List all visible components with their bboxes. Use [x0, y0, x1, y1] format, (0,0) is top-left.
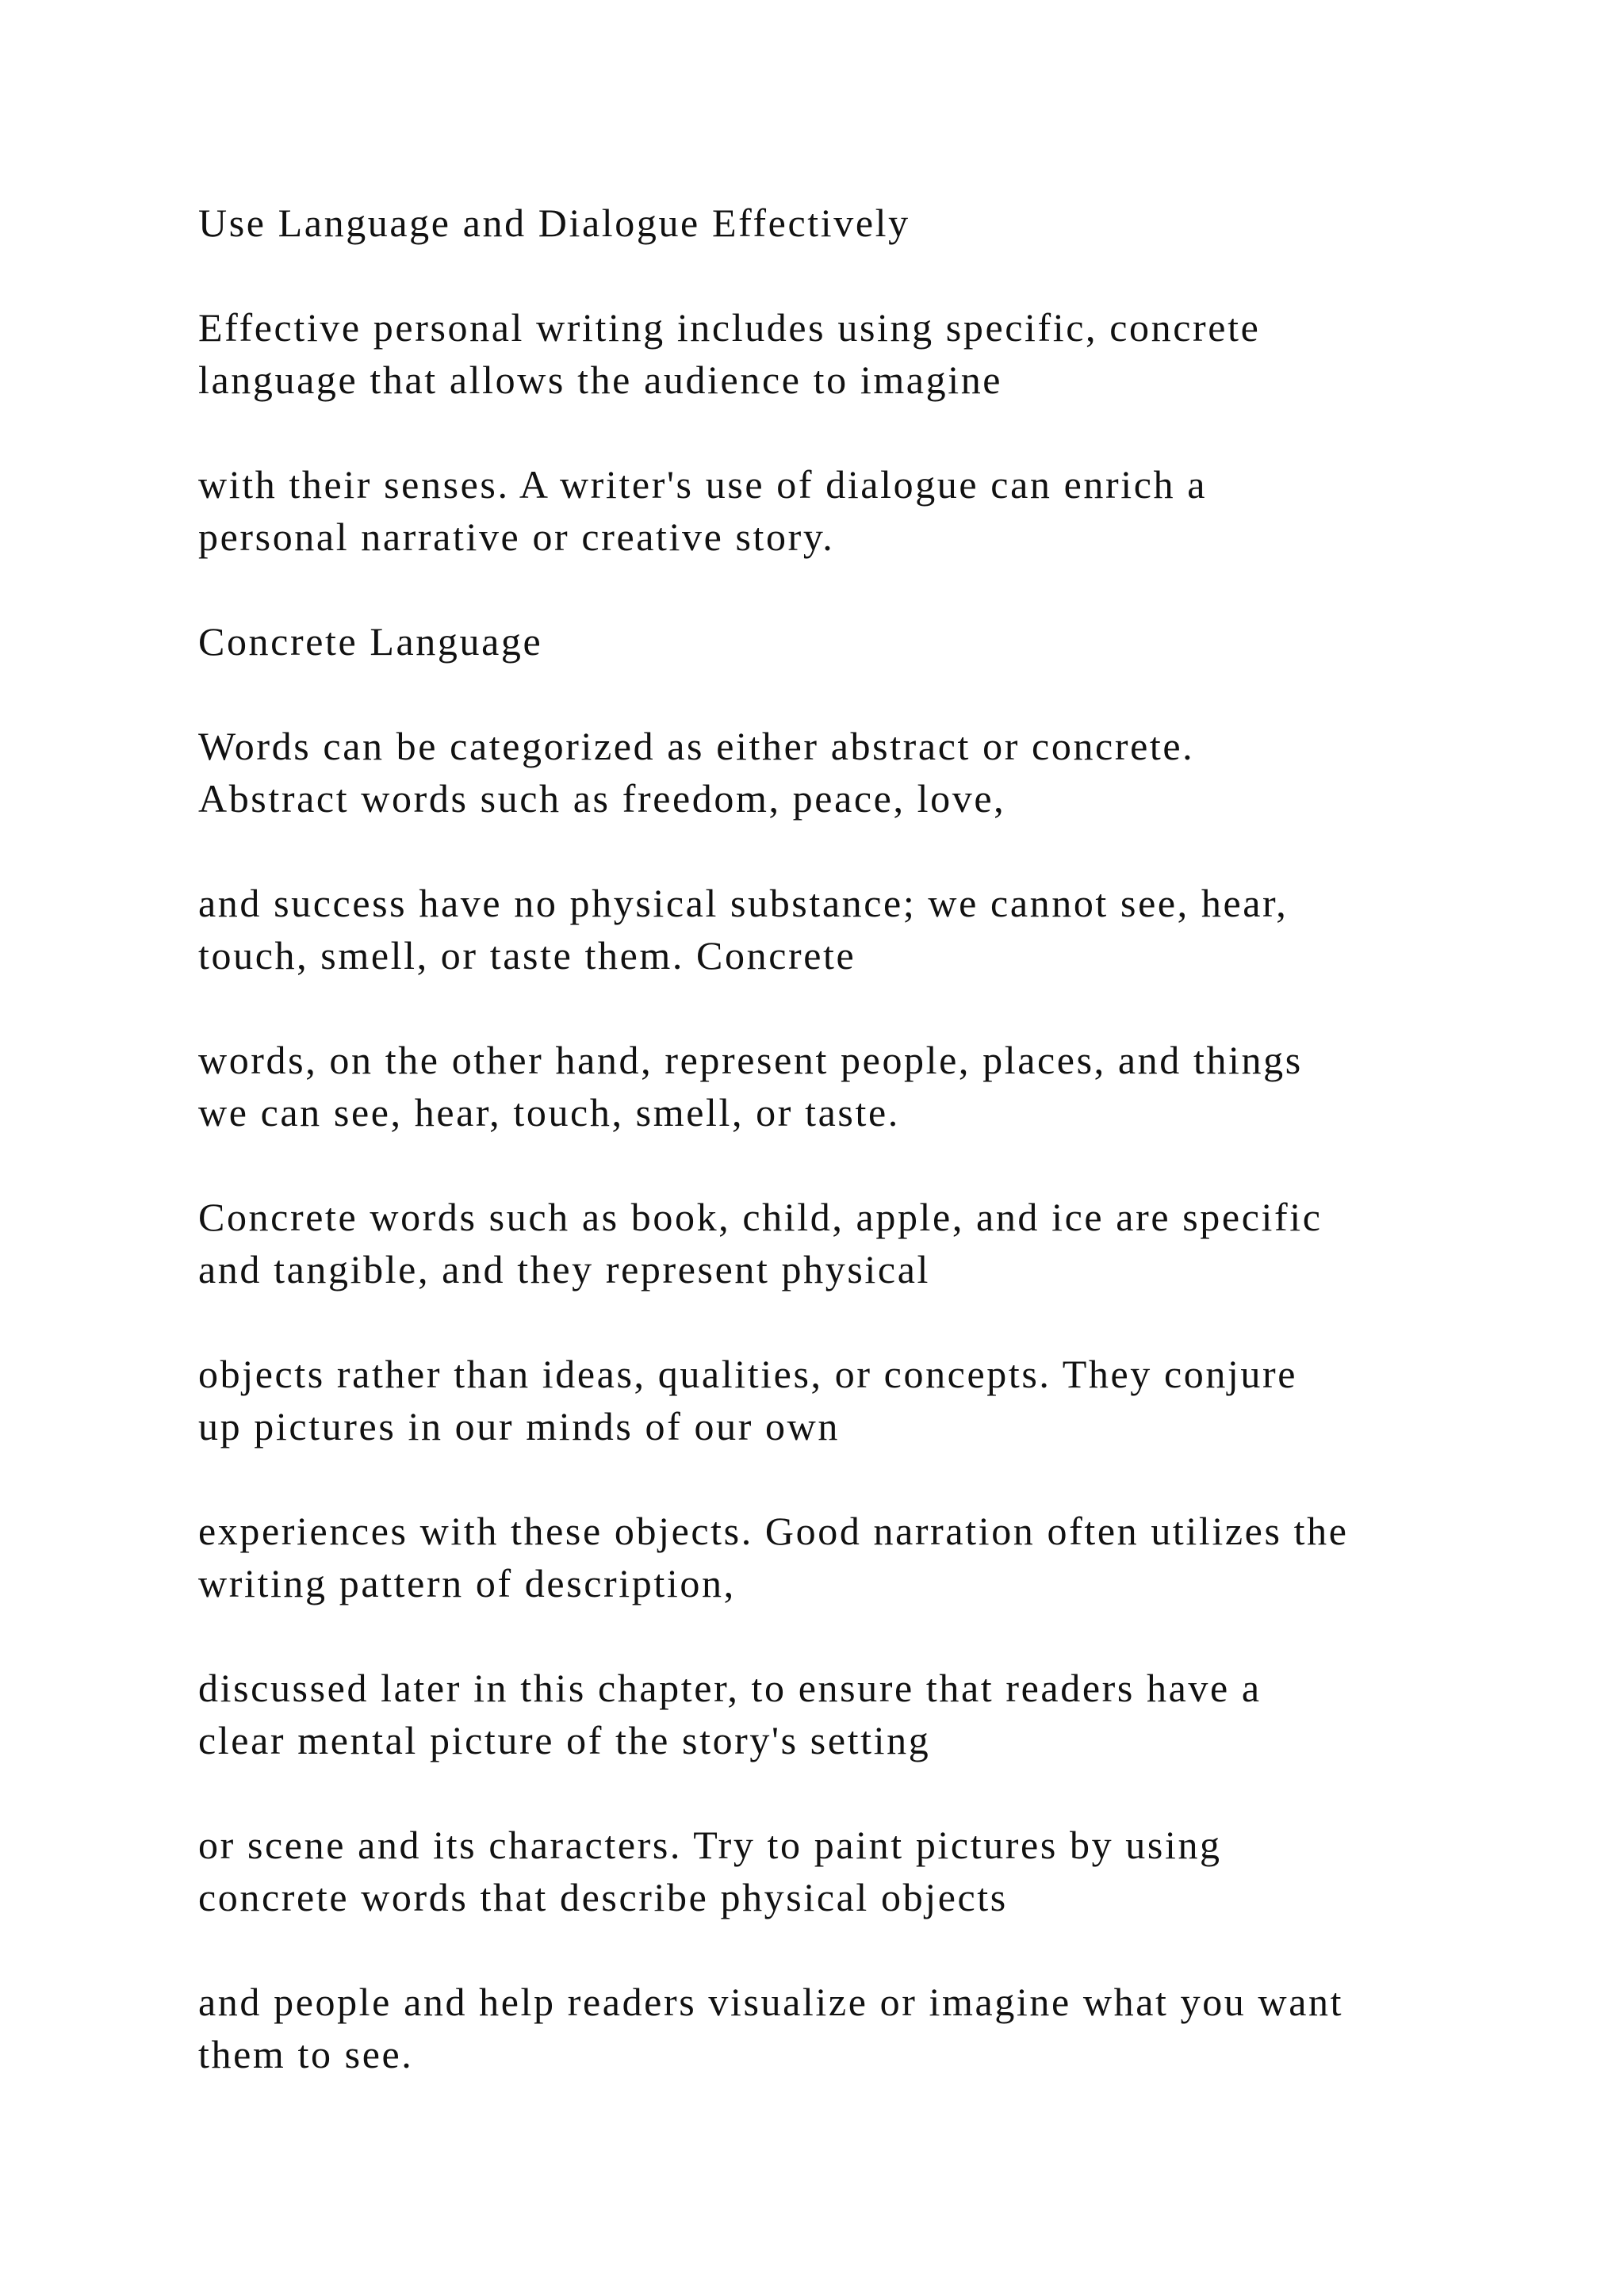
text-line: and tangible, and they represent physical: [198, 1247, 930, 1292]
text-line: and success have no physical substance; we cannot see, hear,: [198, 881, 1289, 925]
paragraph: [198, 877, 1546, 982]
text-line: we can see, hear, touch, smell, or taste.: [198, 1090, 900, 1135]
text-line: Concrete words such as book, child, apple, and ice are specific: [198, 1195, 1323, 1239]
paragraph: [198, 1976, 1546, 2080]
paragraph: [198, 1505, 1546, 1609]
text-line: with their senses. A writer's use of dialogue can enrich a: [198, 462, 1207, 507]
text-line: or scene and its characters. Try to paint pictures by using: [198, 1823, 1222, 1867]
text-line: concrete words that describe physical objects: [198, 1875, 1008, 1919]
text-line: up pictures in our minds of our own: [198, 1404, 840, 1448]
text-line: words, on the other hand, represent people, places, and things: [198, 1038, 1303, 1082]
text-line: objects rather than ideas, qualities, or concepts. They conjure: [198, 1352, 1298, 1396]
text-line: Concrete Language: [198, 619, 543, 664]
paragraph: [198, 720, 1546, 825]
text-line: and people and help readers visualize or imagine what you want: [198, 1980, 1344, 2024]
paragraph: [198, 1034, 1546, 1138]
text-line: language that allows the audience to imagine: [198, 358, 1003, 402]
text-line: Words can be categorized as either abstract or concrete.: [198, 724, 1195, 768]
text-line: discussed later in this chapter, to ensure that readers have a: [198, 1666, 1262, 1710]
text-line: personal narrative or creative story.: [198, 515, 835, 559]
text-line: Abstract words such as freedom, peace, love,: [198, 776, 1006, 821]
paragraph: [198, 1191, 1546, 1295]
text-line: touch, smell, or taste them. Concrete: [198, 933, 856, 978]
text-line: them to see.: [198, 2032, 414, 2076]
text-line: clear mental picture of the story's setting: [198, 1718, 931, 1762]
paragraph: [198, 1348, 1546, 1452]
paragraph: [198, 301, 1546, 406]
section-heading: [198, 197, 1546, 249]
text-line: Use Language and Dialogue Effectively: [198, 201, 910, 245]
section-heading: [198, 615, 1546, 668]
paragraph: [198, 458, 1546, 563]
text-line: experiences with these objects. Good narration often utilizes the: [198, 1509, 1349, 1553]
paragraph: [198, 1662, 1546, 1766]
text-line: writing pattern of description,: [198, 1561, 736, 1605]
text-line: Effective personal writing includes using specific, concrete: [198, 305, 1261, 350]
paragraph: [198, 1819, 1546, 1923]
